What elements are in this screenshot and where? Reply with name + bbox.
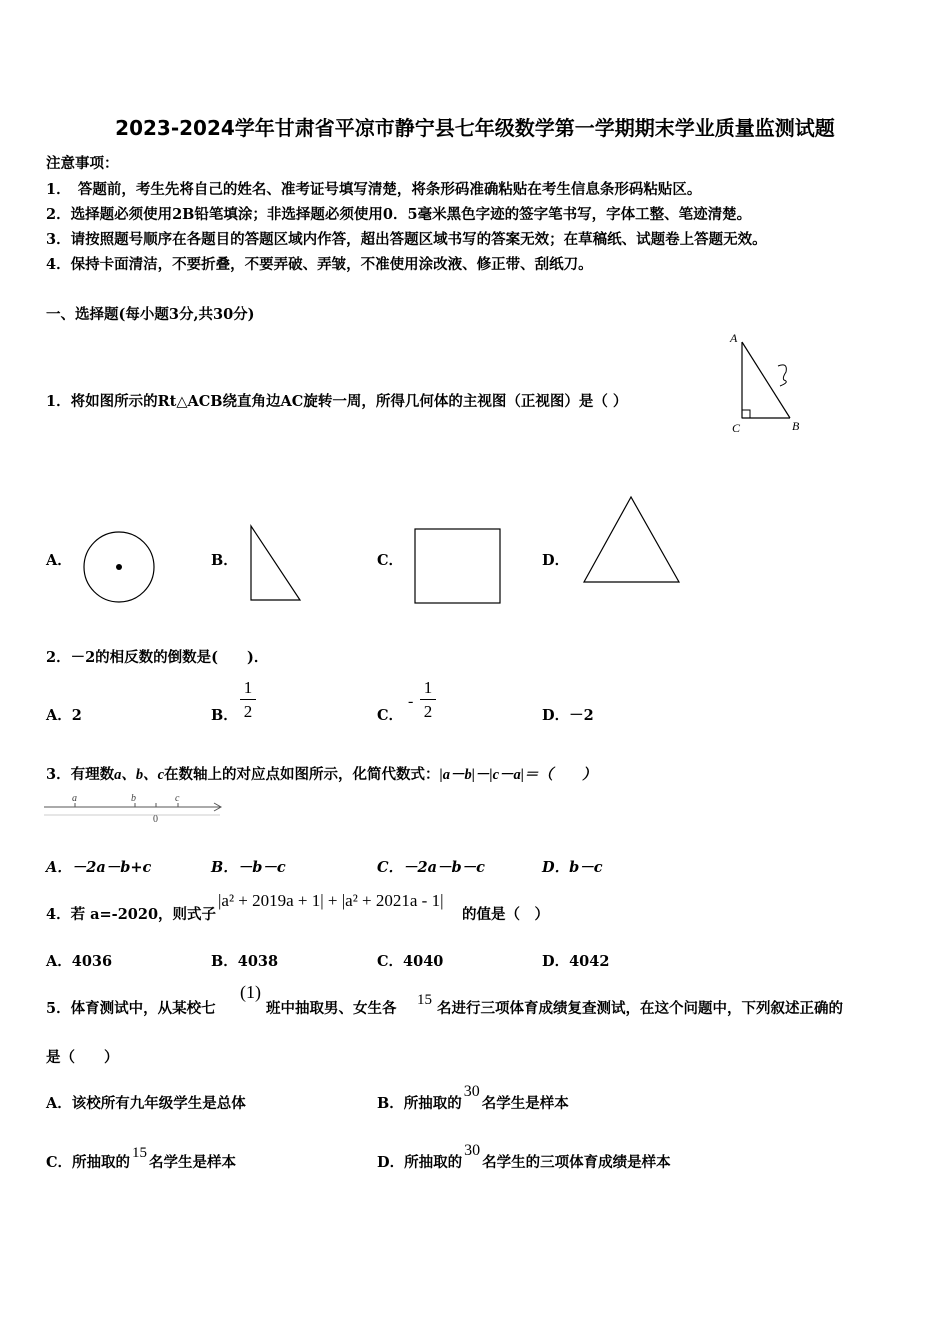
q4-option-a[interactable]: A．4036 (46, 953, 113, 970)
q5-option-a[interactable]: A．该校所有九年级学生是总体 (46, 1095, 246, 1112)
question-5-part1: 5．体育测试中，从某校七 (46, 1000, 216, 1017)
notice-item: 2．选择题必须使用2B铅笔填涂；非选择题必须使用0．5毫米黑色字迹的签字笔书写，字体工整、笔迹清楚。 (46, 206, 752, 223)
q3-option-a[interactable]: A．－2a－b+c (46, 859, 152, 876)
q4-option-d[interactable]: D．4042 (542, 953, 610, 970)
q5-option-d-num: 30 (464, 1142, 481, 1159)
label-b: B (792, 419, 800, 433)
q3-option-d[interactable]: D．b－c (542, 859, 603, 876)
q5-paren: (1) (240, 982, 261, 1002)
q1-option-c-rectangle[interactable] (410, 524, 506, 608)
q4-option-c[interactable]: C．4040 (377, 953, 444, 970)
q1-option-d-label: D． (542, 552, 570, 569)
label-c: C (732, 421, 741, 435)
section-heading: 一、选择题(每小题3分,共30分) (46, 306, 255, 323)
q1-option-b-label: B． (211, 552, 238, 569)
q5-option-c-post: 名学生是样本 (149, 1154, 237, 1171)
notice-item: 1． 答题前，考生先将自己的姓名、准考证号填写清楚，将条形码准确粘贴在考生信息条形码粘贴区。 (46, 181, 702, 198)
q3-option-b[interactable]: B．－b－c (211, 859, 286, 876)
q5-option-d[interactable] (377, 1142, 671, 1172)
axis-label-a: a (72, 793, 77, 804)
notice-item: 4．保持卡面清洁，不要折叠，不要弄破、弄皱，不准使用涂改液、修正带、刮纸刀。 (46, 256, 593, 273)
question-5-part2: 班中抽取男、女生各 (266, 1000, 397, 1017)
notice-item: 3．请按照题号顺序在各题目的答题区域内作答，超出答题区域书写的答案无效；在草稿纸、试题卷上答题无效。 (46, 231, 767, 248)
q2-option-a[interactable]: A．2 (46, 707, 82, 724)
q1-triangle-figure (726, 330, 816, 438)
q5-option-c-num: 15 (132, 1145, 148, 1161)
fraction-numerator: 1 (423, 678, 433, 697)
q1-option-a-label: A． (46, 552, 72, 569)
q1-option-a-circle[interactable] (80, 528, 160, 608)
question-4-suffix: 的值是（ ） (462, 906, 549, 923)
axis-label-c: c (175, 793, 180, 804)
q4-option-b[interactable]: B．4038 (211, 953, 279, 970)
q2-option-c-fraction (420, 678, 436, 724)
q4-expression: |a² + 2019a + 1| + |a² + 2021a - 1| (218, 891, 444, 910)
q5-option-c[interactable] (46, 1145, 237, 1172)
q5-option-b-post: 名学生是样本 (481, 1095, 569, 1112)
q3-vars: a、b、c (114, 767, 165, 783)
axis-label-zero: 0 (153, 814, 158, 824)
axis-label-b: b (131, 793, 136, 804)
q1-option-b-triangle[interactable] (244, 520, 306, 606)
q5-num15: 15 (417, 992, 432, 1008)
q2-option-c-minus: - (408, 693, 414, 710)
label-a: A (730, 331, 738, 345)
q2-option-b[interactable]: B． (211, 707, 238, 724)
q5-option-d-pre: D．所抽取的 (377, 1154, 463, 1171)
page-title: 2023-2024学年甘肃省平凉市静宁县七年级数学第一学期期末学业质量监测试题 (115, 116, 835, 140)
q1-option-c-label: C． (377, 552, 404, 569)
q5-option-c-pre: C．所抽取的 (46, 1154, 131, 1171)
q1-option-d-triangle[interactable] (578, 492, 686, 586)
q3-expression: |a－b|－|c－a|＝（ ） (439, 767, 597, 783)
q2-option-b-fraction (240, 678, 256, 724)
q5-option-b[interactable] (377, 1083, 569, 1113)
q2-option-d[interactable]: D．－2 (542, 707, 594, 724)
fraction-denominator: 2 (243, 702, 253, 721)
question-1-text: 1．将如图所示的Rt△ACB绕直角边AC旋转一周，所得几何体的主视图（正视图）是（ ） (46, 393, 628, 410)
question-4-prefix: 4．若 a=-2020，则式子 (46, 906, 217, 923)
question-3-text (46, 763, 597, 784)
notice-heading: 注意事项： (46, 155, 119, 172)
q5-option-b-num: 30 (463, 1083, 480, 1100)
q2-option-c[interactable]: C． (377, 707, 404, 724)
question-5-part3: 名进行三项体育成绩复查测试，在这个问题中，下列叙述正确的 (437, 1000, 843, 1017)
question-5-line2: 是（ ） (46, 1049, 119, 1066)
fraction-denominator: 2 (423, 702, 433, 721)
fraction-numerator: 1 (243, 678, 253, 697)
q5-option-b-pre: B．所抽取的 (377, 1095, 462, 1112)
q3-prefix: 3．有理数 (46, 766, 115, 783)
q5-option-d-post: 名学生的三项体育成绩是样本 (482, 1154, 671, 1171)
question-2-text: 2．－2的相反数的倒数是( )． (46, 649, 269, 666)
q3-mid: 在数轴上的对应点如图所示，化简代数式： (164, 766, 440, 783)
q3-option-c[interactable]: C．－2a－b－c (377, 859, 485, 876)
q3-number-line (44, 790, 226, 824)
